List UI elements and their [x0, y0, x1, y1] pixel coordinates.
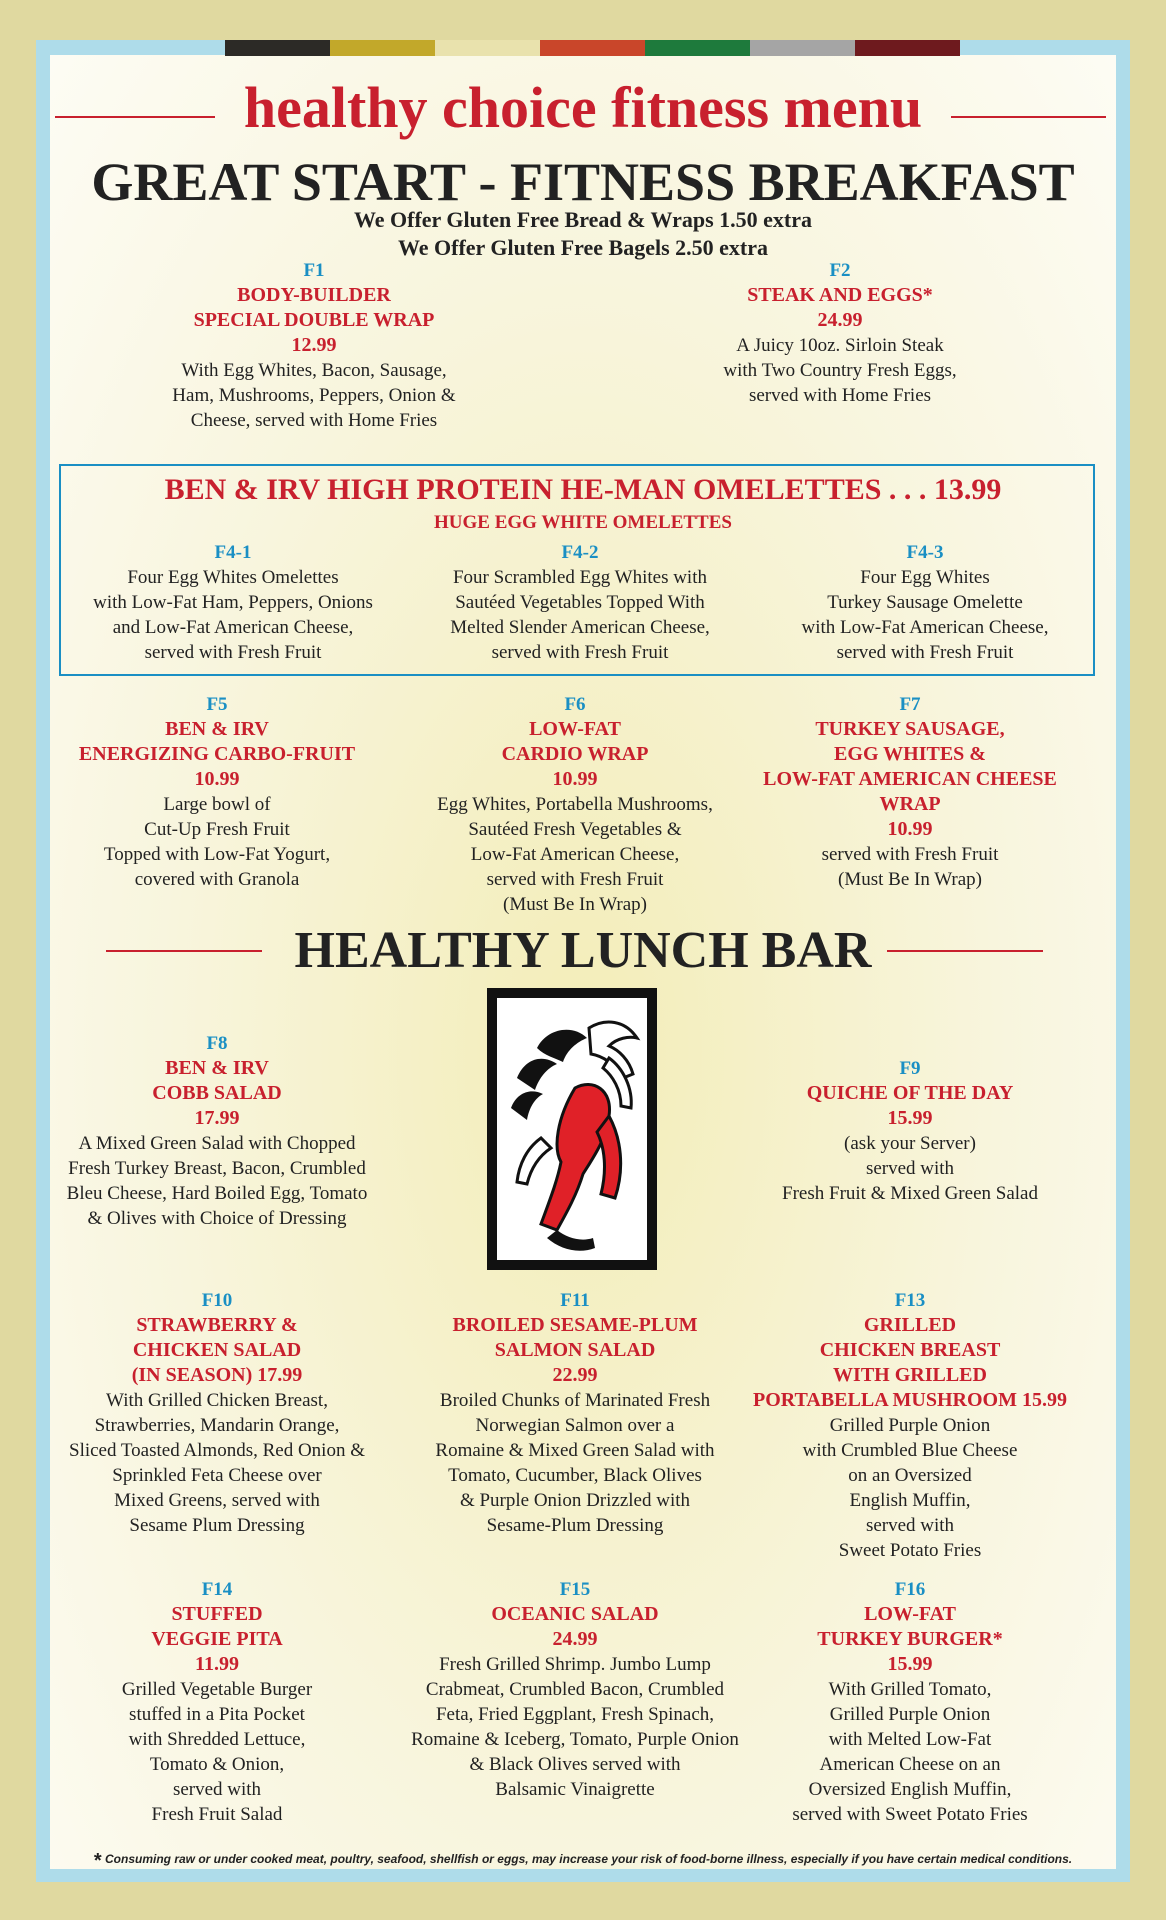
menu-item	[72, 1577, 362, 1827]
item-description: on an Oversized	[848, 1465, 972, 1486]
breakfast-section-title: GREAT START - FITNESS BREAKFAST	[91, 152, 1075, 212]
menu-item	[405, 692, 745, 917]
item-description: Sesame Plum Dressing	[129, 1515, 305, 1536]
item-description: Cheese, served with Home Fries	[190, 410, 438, 431]
item-price: 15.99	[887, 1653, 933, 1675]
item-name: QUICHE OF THE DAY	[806, 1082, 1014, 1104]
menu-item	[405, 540, 755, 665]
item-code: F16	[894, 1579, 926, 1600]
item-description: served with Sweet Potato Fries	[792, 1804, 1028, 1825]
item-description: (Must Be In Wrap)	[838, 869, 982, 890]
item-description: A Mixed Green Salad with Chopped	[78, 1133, 356, 1154]
omelette-section-subtitle: HUGE EGG WHITE OMELETTES	[434, 512, 732, 533]
item-code: F2	[829, 260, 851, 281]
item-description: American Cheese on an	[819, 1754, 1001, 1775]
menu-item	[760, 1056, 1060, 1206]
item-description: Tomato & Onion,	[149, 1754, 285, 1775]
item-name: BODY-BUILDER	[237, 284, 391, 306]
item-description: with Two Country Fresh Eggs,	[723, 360, 957, 381]
item-description: Broiled Chunks of Marinated Fresh	[439, 1390, 711, 1411]
item-description: Four Egg Whites	[860, 567, 990, 588]
item-name: VEGGIE PITA	[151, 1628, 283, 1650]
menu-item	[735, 1288, 1085, 1563]
item-description: served with Fresh Fruit	[491, 642, 669, 663]
item-code: F10	[201, 1290, 233, 1311]
item-name: OCEANIC SALAD	[491, 1603, 659, 1625]
item-name: LOW-FAT	[529, 718, 621, 740]
item-description: with Low-Fat Ham, Peppers, Onions	[93, 592, 373, 613]
item-description: Grilled Vegetable Burger	[121, 1679, 313, 1700]
item-code: F7	[899, 694, 921, 715]
item-description: English Muffin,	[849, 1490, 971, 1511]
item-description: Oversized English Muffin,	[808, 1779, 1012, 1800]
item-name: WRAP	[879, 793, 941, 815]
item-description: Bleu Cheese, Hard Boiled Egg, Tomato	[66, 1183, 368, 1204]
menu-item	[58, 540, 408, 665]
gluten-free-bread-note: We Offer Gluten Free Bread & Wraps 1.50 extra	[353, 207, 813, 232]
item-description: Romaine & Iceberg, Tomato, Purple Onion	[411, 1729, 739, 1750]
menu-item	[660, 258, 1020, 408]
item-name: EGG WHITES &	[834, 743, 986, 765]
item-name: PORTABELLA MUSHROOM 15.99	[753, 1389, 1067, 1411]
item-description: (ask your Server)	[844, 1133, 976, 1154]
item-price: 24.99	[817, 309, 863, 331]
item-description: & Black Olives served with	[469, 1754, 681, 1775]
item-name: LOW-FAT AMERICAN CHEESE	[763, 768, 1057, 790]
item-description: covered with Granola	[134, 869, 300, 890]
disclaimer-text: Consuming raw or under cooked meat, poultry, seafood, shellfish or eggs, may increase your risk of food-borne illness, especially if you have certain medical conditions.	[105, 1852, 1073, 1866]
stripe	[540, 40, 645, 56]
item-name: GRILLED	[863, 1314, 957, 1336]
stripe	[750, 40, 855, 56]
item-description: Tomato, Cucumber, Black Olives	[448, 1465, 702, 1486]
menu-item	[750, 540, 1100, 665]
food-safety-disclaimer	[0, 1850, 1166, 1873]
stripe	[435, 40, 540, 56]
item-description: (Must Be In Wrap)	[503, 894, 647, 915]
item-description: Ham, Mushrooms, Peppers, Onion &	[172, 385, 456, 406]
item-description: Balsamic Vinaigrette	[495, 1779, 655, 1800]
item-name: TURKEY SAUSAGE,	[815, 718, 1005, 740]
item-description: & Olives with Choice of Dressing	[87, 1208, 347, 1229]
menu-item	[42, 1031, 392, 1231]
item-code: F8	[206, 1033, 228, 1054]
menu-script-title: healthy choice fitness menu	[243, 75, 923, 140]
item-name: TURKEY BURGER*	[817, 1628, 1003, 1650]
item-description: Romaine & Mixed Green Salad with	[435, 1440, 715, 1461]
disclaimer-star: *	[93, 1850, 102, 1872]
item-description: and Low-Fat American Cheese,	[112, 617, 354, 638]
item-price: 22.99	[552, 1364, 598, 1386]
item-description: served with Fresh Fruit	[836, 642, 1014, 663]
item-name: SALMON SALAD	[494, 1339, 656, 1361]
menu-item	[42, 1288, 392, 1538]
item-description: with Melted Low-Fat	[828, 1729, 992, 1750]
item-description: served with Fresh Fruit	[486, 869, 664, 890]
item-code: F9	[899, 1058, 921, 1079]
item-name: CHICKEN SALAD	[132, 1339, 302, 1361]
stripe	[855, 40, 960, 56]
menu-item	[112, 258, 516, 433]
item-description: Topped with Low-Fat Yogurt,	[103, 844, 331, 865]
item-name: SPECIAL DOUBLE WRAP	[193, 309, 435, 331]
stripe	[645, 40, 750, 56]
item-description: served with	[865, 1515, 955, 1536]
item-name: CARDIO WRAP	[501, 743, 649, 765]
item-description: Sliced Toasted Almonds, Red Onion &	[69, 1440, 365, 1461]
item-name: BEN & IRV	[165, 718, 269, 740]
item-description: Fresh Fruit Salad	[151, 1804, 283, 1825]
item-code: F15	[559, 1579, 591, 1600]
item-name: STRAWBERRY &	[136, 1314, 298, 1336]
item-name: STUFFED	[171, 1603, 263, 1625]
item-price: 24.99	[552, 1628, 598, 1650]
item-description: A Juicy 10oz. Sirloin Steak	[736, 335, 944, 356]
stripe	[225, 40, 330, 56]
item-name: LOW-FAT	[864, 1603, 956, 1625]
item-price: 15.99	[887, 1107, 933, 1129]
item-description: Sautéed Vegetables Topped With	[455, 592, 705, 613]
item-description: Strawberries, Mandarin Orange,	[94, 1415, 340, 1436]
item-price: 10.99	[552, 768, 598, 790]
item-description: Mixed Greens, served with	[114, 1490, 320, 1511]
item-name: (IN SEASON) 17.99	[131, 1364, 303, 1386]
item-code: F1	[303, 260, 325, 281]
item-description: Low-Fat American Cheese,	[470, 844, 680, 865]
item-description: Grilled Purple Onion	[829, 1415, 991, 1436]
item-name: CHICKEN BREAST	[819, 1339, 1001, 1361]
stripe	[330, 40, 435, 56]
omelette-section-title: BEN & IRV HIGH PROTEIN HE-MAN OMELETTES . . . 13.99	[164, 473, 1002, 506]
item-description: with Crumbled Blue Cheese	[802, 1440, 1018, 1461]
item-price: 10.99	[887, 818, 933, 840]
item-description: Melted Slender American Cheese,	[450, 617, 710, 638]
item-price: 17.99	[194, 1107, 240, 1129]
menu-item	[405, 1288, 745, 1538]
item-description: stuffed in a Pita Pocket	[129, 1704, 305, 1725]
item-description: Four Egg Whites Omelettes	[127, 567, 339, 588]
item-code: F4-1	[214, 542, 252, 563]
item-description: served with Fresh Fruit	[144, 642, 322, 663]
item-description: Fresh Turkey Breast, Bacon, Crumbled	[68, 1158, 366, 1179]
item-description: Fresh Fruit & Mixed Green Salad	[782, 1183, 1038, 1204]
item-code: F4-2	[561, 542, 599, 563]
menu-item	[52, 692, 382, 892]
item-code: F11	[560, 1290, 590, 1311]
item-description: Egg Whites, Portabella Mushrooms,	[437, 794, 713, 815]
color-stripes	[225, 40, 960, 56]
item-description: Large bowl of	[163, 794, 271, 815]
item-price: 11.99	[195, 1653, 239, 1675]
item-description: With Egg Whites, Bacon, Sausage,	[181, 360, 447, 381]
item-price: 10.99	[194, 768, 240, 790]
item-description: Grilled Purple Onion	[829, 1704, 991, 1725]
item-description: Norwegian Salmon over a	[475, 1415, 675, 1436]
item-description: Sprinkled Feta Cheese over	[112, 1465, 322, 1486]
item-code: F6	[564, 694, 586, 715]
item-name: BROILED SESAME-PLUM	[452, 1314, 698, 1336]
item-description: served with	[172, 1779, 262, 1800]
menu-item	[760, 1577, 1060, 1827]
item-description: Turkey Sausage Omelette	[827, 592, 1023, 613]
item-code: F5	[206, 694, 228, 715]
item-description: with Shredded Lettuce,	[128, 1729, 306, 1750]
item-name: STEAK AND EGGS*	[747, 284, 933, 306]
item-description: With Grilled Tomato,	[828, 1679, 992, 1700]
item-description: served with	[865, 1158, 955, 1179]
item-description: Fresh Grilled Shrimp. Jumbo Lump	[439, 1654, 711, 1675]
item-name: ENERGIZING CARBO-FRUIT	[78, 743, 356, 765]
item-code: F4-3	[906, 542, 944, 563]
gluten-free-bagels-note: We Offer Gluten Free Bagels 2.50 extra	[397, 235, 769, 260]
item-description: Cut-Up Fresh Fruit	[144, 819, 290, 840]
item-code: F13	[894, 1290, 926, 1311]
item-name: COBB SALAD	[152, 1082, 282, 1104]
item-description: Sesame-Plum Dressing	[486, 1515, 664, 1536]
item-description: With Grilled Chicken Breast,	[106, 1390, 328, 1411]
item-price: 12.99	[291, 334, 337, 356]
item-name: WITH GRILLED	[833, 1364, 987, 1386]
item-description: Four Scrambled Egg Whites with	[452, 567, 707, 588]
dancing-figure-icon	[487, 988, 657, 1270]
item-description: Sautéed Fresh Vegetables &	[468, 819, 682, 840]
item-name: BEN & IRV	[165, 1057, 269, 1079]
menu-item	[735, 692, 1085, 892]
lunch-section-title: HEALTHY LUNCH BAR	[294, 922, 872, 979]
item-description: with Low-Fat American Cheese,	[801, 617, 1049, 638]
item-description: served with Fresh Fruit	[821, 844, 999, 865]
item-description: Sweet Potato Fries	[838, 1540, 982, 1561]
item-description: Crabmeat, Crumbled Bacon, Crumbled	[425, 1679, 725, 1700]
item-description: Feta, Fried Eggplant, Fresh Spinach,	[435, 1704, 715, 1725]
item-code: F14	[201, 1579, 233, 1600]
item-description: & Purple Onion Drizzled with	[459, 1490, 691, 1511]
menu-item	[385, 1577, 765, 1802]
item-description: served with Home Fries	[748, 385, 932, 406]
